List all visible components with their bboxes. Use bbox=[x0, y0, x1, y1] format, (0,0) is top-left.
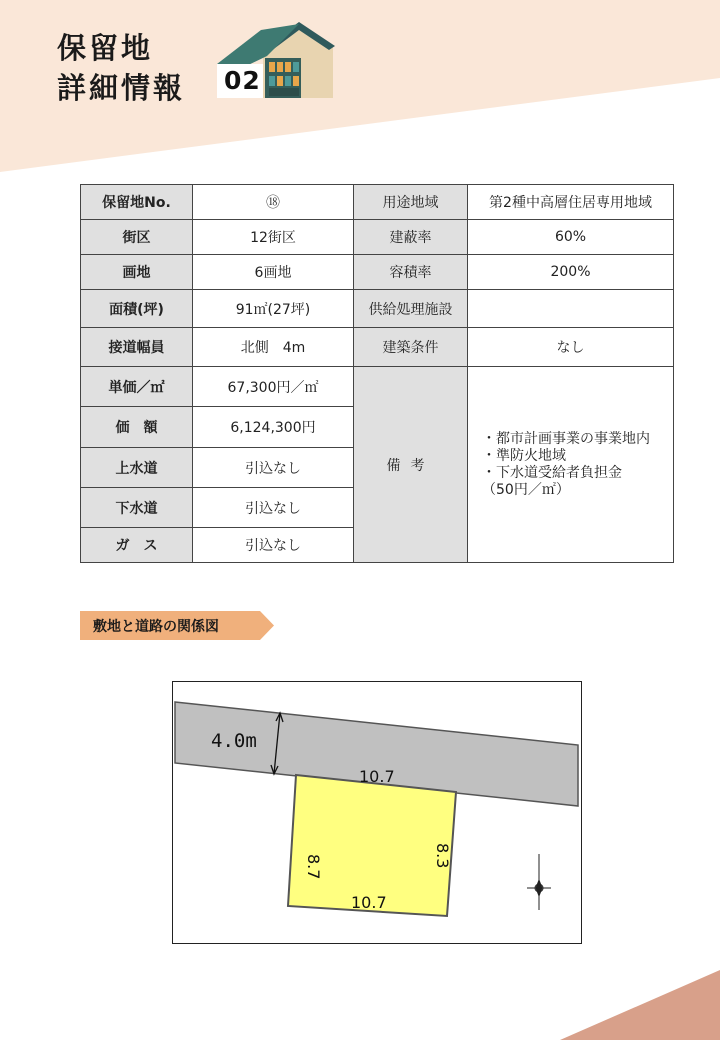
north-arrow-icon bbox=[527, 854, 551, 910]
value-remarks bbox=[468, 367, 674, 563]
label-price: 価 額 bbox=[81, 407, 193, 448]
label-parcel: 画地 bbox=[81, 255, 193, 290]
lot-right-edge-label: 8.3 bbox=[433, 843, 452, 869]
page-title-line2: 詳細情報 bbox=[57, 71, 186, 105]
remark-line: ・都市計画事業の事業地内 bbox=[482, 430, 650, 447]
label-block: 街区 bbox=[81, 220, 193, 255]
value-utilities bbox=[468, 290, 674, 328]
site-road-diagram bbox=[172, 681, 582, 944]
label-utilities: 供給処理施設 bbox=[354, 290, 468, 328]
table-row bbox=[81, 220, 674, 255]
lot-bottom-edge-label: 10.7 bbox=[351, 893, 387, 912]
label-zoning: 用途地域 bbox=[354, 185, 468, 220]
table-row bbox=[81, 185, 674, 220]
label-gas: ガ ス bbox=[81, 528, 193, 563]
table-row bbox=[81, 367, 674, 407]
label-area: 面積(坪) bbox=[81, 290, 193, 328]
label-building-condition: 建築条件 bbox=[354, 328, 468, 367]
label-water: 上水道 bbox=[81, 448, 193, 488]
value-coverage: 60% bbox=[468, 220, 674, 255]
value-gas: 引込なし bbox=[193, 528, 354, 563]
remark-line: ・下水道受給者負担金 bbox=[482, 464, 622, 481]
label-sewer: 下水道 bbox=[81, 488, 193, 528]
logo-number: 02 bbox=[224, 66, 261, 95]
corner-decoration bbox=[540, 960, 720, 1040]
label-road-width: 接道幅員 bbox=[81, 328, 193, 367]
value-lot-no: ⑱ bbox=[193, 185, 354, 220]
lot-top-edge-label: 10.7 bbox=[359, 767, 395, 786]
value-building-condition: なし bbox=[468, 328, 674, 367]
value-floor-ratio: 200% bbox=[468, 255, 674, 290]
lot-left-edge-label: 8.7 bbox=[304, 854, 323, 880]
label-floor-ratio: 容積率 bbox=[354, 255, 468, 290]
value-water: 引込なし bbox=[193, 448, 354, 488]
value-price: 6,124,300円 bbox=[193, 407, 354, 448]
value-road-width: 北側 4m bbox=[193, 328, 354, 367]
label-unit-price: 単価／㎡ bbox=[81, 367, 193, 407]
value-unit-price: 67,300円／㎡ bbox=[193, 367, 354, 407]
table-row bbox=[81, 328, 674, 367]
remark-line: ・準防火地域 bbox=[482, 447, 566, 464]
table-row bbox=[81, 255, 674, 290]
section-title: 敷地と道路の関係図 bbox=[93, 619, 219, 635]
value-sewer: 引込なし bbox=[193, 488, 354, 528]
value-zoning: 第2種中高層住居専用地域 bbox=[468, 185, 674, 220]
value-area: 91㎡(27坪) bbox=[193, 290, 354, 328]
road-width-label: 4.0m bbox=[211, 730, 257, 752]
table-row bbox=[81, 290, 674, 328]
value-block: 12街区 bbox=[193, 220, 354, 255]
page-title-line1: 保留地 bbox=[57, 31, 154, 65]
label-coverage: 建蔽率 bbox=[354, 220, 468, 255]
value-parcel: 6画地 bbox=[193, 255, 354, 290]
lot-info-table bbox=[80, 184, 674, 563]
remark-line: （50円／㎡） bbox=[482, 481, 570, 498]
label-lot-no: 保留地No. bbox=[81, 185, 193, 220]
label-remarks: 備考 bbox=[354, 367, 468, 563]
